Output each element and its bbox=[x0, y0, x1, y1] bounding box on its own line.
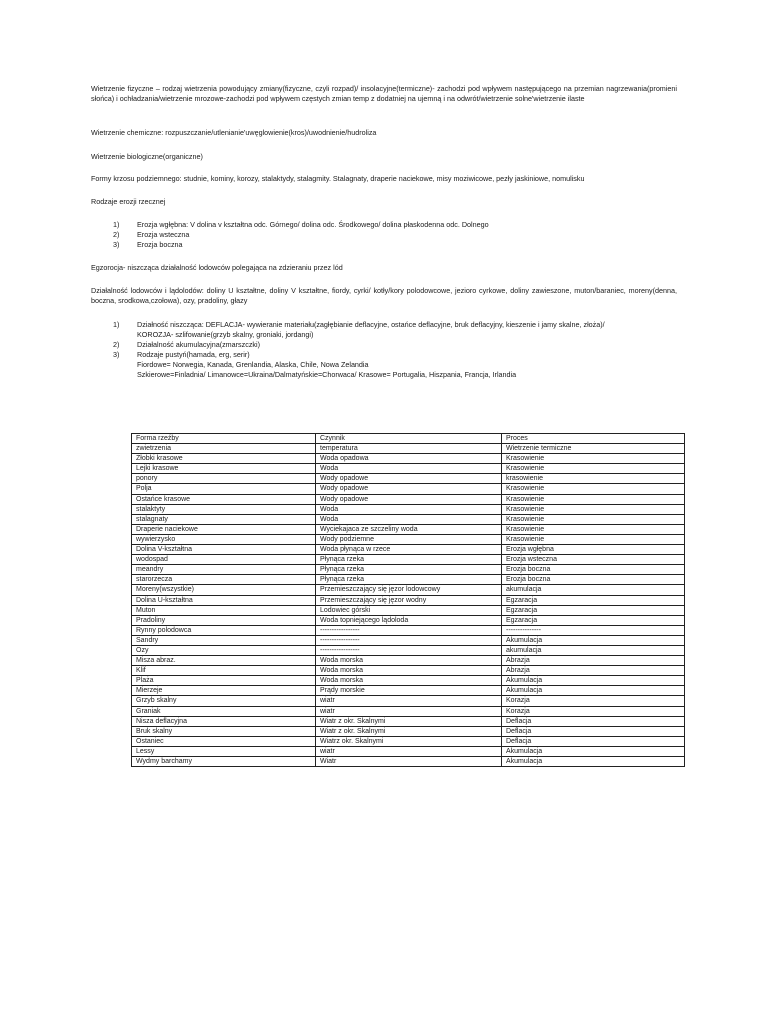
process-cell: Akumulacja bbox=[502, 635, 685, 645]
paragraph-karst-forms: Formy krzosu podziemnego: studnie, kominy, korozy, stalaktydy, stalagmity. Stalagnaty, draperie naciekowe, misy moziwicowe, pezły jaskiniowe, nomulisku bbox=[91, 174, 585, 183]
process-cell: Krasowienie bbox=[502, 504, 685, 514]
paragraph-chemical-weathering: Wietrzenie chemiczne: rozpuszczanie/utlenianie'uwęglowienie(kros)/uwodnienie/hudroliza bbox=[91, 128, 377, 137]
table-row bbox=[132, 534, 685, 544]
list-number: 3) bbox=[113, 350, 120, 359]
landform-cell: Graniak bbox=[132, 706, 316, 716]
paragraph-glacier-activity: Działalność lodowców i lądolodów: doliny U kształtne, doliny V kształtne, fiordy, cyrki/ kotły/kory polodowcowe, jezioro cyrkowe, doliny zawieszone, muton/baraniec, moreny(denna, boczna, srodkowa,czołowa), ozy, pradoliny, głazy bbox=[91, 286, 677, 305]
list-item bbox=[91, 220, 677, 230]
factor-cell: Woda morska bbox=[316, 656, 502, 666]
table-row bbox=[132, 757, 685, 767]
table-row bbox=[132, 666, 685, 676]
factor-cell: Woda bbox=[316, 504, 502, 514]
list-text: Działalność akumulacyjna(zmarszczki) bbox=[137, 340, 261, 349]
process-cell: Wietrzenie termiczne bbox=[502, 444, 685, 454]
coast-types-line-1: Fiordowe= Norwegia, Kanada, Grenlandia, Alaska, Chile, Nowa Zelandia bbox=[137, 360, 369, 369]
list-text: Rodzaje pustyń(hamada, erg, serir) bbox=[137, 350, 250, 359]
process-cell: Krasowienie bbox=[502, 514, 685, 524]
process-cell: Abrazja bbox=[502, 666, 685, 676]
landform-cell: Bruk skalny bbox=[132, 726, 316, 736]
process-cell: Abrazja bbox=[502, 656, 685, 666]
table-row bbox=[132, 595, 685, 605]
landform-cell: Grzyb skalny bbox=[132, 696, 316, 706]
table-row bbox=[132, 524, 685, 534]
factor-cell: Wiatrz okr. Skalnymi bbox=[316, 736, 502, 746]
table-row bbox=[132, 746, 685, 756]
table-row bbox=[132, 494, 685, 504]
factor-cell: wiatr bbox=[316, 706, 502, 716]
landform-cell: stalaktyty bbox=[132, 504, 316, 514]
factor-cell: ----------------- bbox=[316, 645, 502, 655]
factor-cell: Woda bbox=[316, 464, 502, 474]
table-row bbox=[132, 635, 685, 645]
landform-cell: Draperie naciekowe bbox=[132, 524, 316, 534]
factor-cell: Wiatr z okr. Skalnymi bbox=[316, 716, 502, 726]
list-text: Erozja wgłębna: V dolina v kształtna odc. Górnego/ dolina odc. Środkowego/ dolina płaskodenna odc. Dolnego bbox=[137, 220, 489, 229]
process-cell: Egzaracja bbox=[502, 595, 685, 605]
landform-cell: Dolina V-kształtna bbox=[132, 545, 316, 555]
factor-cell: Woda bbox=[316, 514, 502, 524]
process-cell: --------------- bbox=[502, 625, 685, 635]
process-cell: Krasowienie bbox=[502, 534, 685, 544]
landform-cell: Dolina U-kształtna bbox=[132, 595, 316, 605]
factor-cell: Płynąca rzeka bbox=[316, 565, 502, 575]
factor-cell: Wiatr bbox=[316, 757, 502, 767]
paragraph-glacial-erosion: Egzorocja- niszcząca działalność lodowców polegająca na zdzieraniu przez lód bbox=[91, 263, 343, 272]
landform-cell: Mierzeje bbox=[132, 686, 316, 696]
list-text: Erozja boczna bbox=[137, 240, 183, 249]
landform-cell: meandry bbox=[132, 565, 316, 575]
list-text: Działność niszcząca: DEFLACJA- wywieranie materiału(zagłębianie deflacyjne, ostańce deflacyjne, bruk deflacyjny, kieszenie i jamy skalne, złoża)/ bbox=[137, 320, 605, 329]
landform-cell: Pradoliny bbox=[132, 615, 316, 625]
process-cell: Krasowienie bbox=[502, 524, 685, 534]
list-text: Erozja wsteczna bbox=[137, 230, 190, 239]
process-cell: Krasowienie bbox=[502, 484, 685, 494]
factor-cell: Woda morska bbox=[316, 666, 502, 676]
list-number: 1) bbox=[113, 220, 120, 229]
table-row bbox=[132, 696, 685, 706]
river-erosion-list bbox=[91, 220, 677, 250]
landform-cell: Sandry bbox=[132, 635, 316, 645]
table-row bbox=[132, 514, 685, 524]
process-cell: Erozja boczna bbox=[502, 565, 685, 575]
table-row bbox=[132, 615, 685, 625]
table-row bbox=[132, 555, 685, 565]
landforms-table-body bbox=[132, 434, 685, 767]
table-row bbox=[132, 605, 685, 615]
factor-cell: Wody podziemne bbox=[316, 534, 502, 544]
factor-cell: Lodowiec górski bbox=[316, 605, 502, 615]
landform-cell: ponory bbox=[132, 474, 316, 484]
table-row bbox=[132, 474, 685, 484]
header-cell: Proces bbox=[502, 434, 685, 444]
table-row bbox=[132, 726, 685, 736]
factor-cell: Przemieszczający się jęzor wodny bbox=[316, 595, 502, 605]
table-row bbox=[132, 676, 685, 686]
process-cell: Erozja wsteczna bbox=[502, 555, 685, 565]
factor-cell: Płynąca rzeka bbox=[316, 555, 502, 565]
table-row bbox=[132, 706, 685, 716]
landform-cell: Rynny polodowca bbox=[132, 625, 316, 635]
table-row bbox=[132, 504, 685, 514]
table-row bbox=[132, 484, 685, 494]
header-cell: Forma rzeźby bbox=[132, 434, 316, 444]
process-cell: Akumulacja bbox=[502, 757, 685, 767]
landform-cell: wodospad bbox=[132, 555, 316, 565]
landform-cell: starorzecza bbox=[132, 575, 316, 585]
list-item bbox=[91, 320, 677, 340]
table-row bbox=[132, 585, 685, 595]
landform-cell: Lejki krasowe bbox=[132, 464, 316, 474]
landform-cell: stalagnaty bbox=[132, 514, 316, 524]
process-cell: Korazja bbox=[502, 706, 685, 716]
process-cell: Akumulacja bbox=[502, 686, 685, 696]
factor-cell: Prądy morskie bbox=[316, 686, 502, 696]
table-row bbox=[132, 716, 685, 726]
list-item bbox=[91, 340, 677, 350]
wind-activity-list bbox=[91, 320, 677, 380]
landform-cell: wywierzysko bbox=[132, 534, 316, 544]
landform-cell: Wydmy barchamy bbox=[132, 757, 316, 767]
factor-cell: temperatura bbox=[316, 444, 502, 454]
process-cell: Akumulacja bbox=[502, 746, 685, 756]
factor-cell: Woda płynąca w rzece bbox=[316, 545, 502, 555]
table-row bbox=[132, 625, 685, 635]
factor-cell: ----------------- bbox=[316, 635, 502, 645]
factor-cell: Wody opadowe bbox=[316, 494, 502, 504]
landform-cell: Ostańce krasowe bbox=[132, 494, 316, 504]
paragraph-physical-weathering: Wietrzenie fizyczne – rodzaj wietrzenia powodujący zmiany(fizyczne, czyli rozpad)/ insolacyjne(termiczne)- zachodzi pod wpływem następującego na przemian nagrzewania(promieni słońca) i ochładzania/wietrzenie mrozowe-zachodzi pod wpływem częstych zmian temp z dodatniej na ujemną i na odwrót/wietrzenie solne'wietrzenie ilaste bbox=[91, 84, 677, 103]
process-cell: Deflacja bbox=[502, 726, 685, 736]
factor-cell: wiatr bbox=[316, 746, 502, 756]
table-row bbox=[132, 545, 685, 555]
process-cell: Erozja wgłębna bbox=[502, 545, 685, 555]
landform-cell: Moreny(wszystkie) bbox=[132, 585, 316, 595]
list-number: 2) bbox=[113, 340, 120, 349]
table-row bbox=[132, 575, 685, 585]
process-cell: Egzaracja bbox=[502, 605, 685, 615]
landform-cell: Polja bbox=[132, 484, 316, 494]
table-row bbox=[132, 645, 685, 655]
landform-cell: Lessy bbox=[132, 746, 316, 756]
factor-cell: wiatr bbox=[316, 696, 502, 706]
factor-cell: Wiatr z okr. Skalnymi bbox=[316, 726, 502, 736]
header-cell: Czynnik bbox=[316, 434, 502, 444]
list-number: 3) bbox=[113, 240, 120, 249]
process-cell: Korazja bbox=[502, 696, 685, 706]
table-row bbox=[132, 686, 685, 696]
factor-cell: Wody opadowe bbox=[316, 484, 502, 494]
table-row bbox=[132, 736, 685, 746]
factor-cell: Wody opadowe bbox=[316, 474, 502, 484]
process-cell: Krasowienie bbox=[502, 464, 685, 474]
landform-cell: Misza abraz. bbox=[132, 656, 316, 666]
list-item bbox=[91, 230, 677, 240]
table-row bbox=[132, 565, 685, 575]
table-row bbox=[132, 454, 685, 464]
process-cell: krasowienie bbox=[502, 474, 685, 484]
table-row bbox=[132, 444, 685, 454]
process-cell: Deflacja bbox=[502, 716, 685, 726]
list-item bbox=[91, 350, 677, 360]
coast-types-line-2: Szkierowe=Finladnia/ Limanowce=Ukraina/Dalmatyńskie=Chorwaca/ Krasowe= Portugalia, Hiszpania, Francja, Irlandia bbox=[137, 370, 517, 379]
factor-cell: Woda morska bbox=[316, 676, 502, 686]
process-cell: Krasowienie bbox=[502, 494, 685, 504]
factor-cell: Wyciekajaca ze szczeliny woda bbox=[316, 524, 502, 534]
landforms-table bbox=[131, 433, 685, 767]
list-text-continued: KOROZJA- szlifowanie(grzyb skalny, groniaki, jordangi) bbox=[137, 330, 314, 339]
landform-cell: zwietrzenia bbox=[132, 444, 316, 454]
landform-cell: Żłobki krasowe bbox=[132, 454, 316, 464]
table-row bbox=[132, 464, 685, 474]
process-cell: Akumulacja bbox=[502, 676, 685, 686]
process-cell: Egzaracja bbox=[502, 615, 685, 625]
process-cell: Deflacja bbox=[502, 736, 685, 746]
factor-cell: ----------------- bbox=[316, 625, 502, 635]
paragraph-river-erosion-heading: Rodzaje erozji rzecznej bbox=[91, 197, 166, 206]
list-item bbox=[91, 240, 677, 250]
landform-cell: Plaża bbox=[132, 676, 316, 686]
factor-cell: Przemieszczający się jęzor lodowcowy bbox=[316, 585, 502, 595]
table-row bbox=[132, 656, 685, 666]
landform-cell: Ozy bbox=[132, 645, 316, 655]
list-number: 1) bbox=[113, 320, 120, 329]
paragraph-biological-weathering: Wietrzenie biologiczne(organiczne) bbox=[91, 152, 203, 161]
process-cell: akumulacja bbox=[502, 645, 685, 655]
landform-cell: Muton bbox=[132, 605, 316, 615]
list-number: 2) bbox=[113, 230, 120, 239]
landform-cell: Nisza deflacyjna bbox=[132, 716, 316, 726]
process-cell: akumulacja bbox=[502, 585, 685, 595]
factor-cell: Płynąca rzeka bbox=[316, 575, 502, 585]
landform-cell: Ostaniec bbox=[132, 736, 316, 746]
process-cell: Erozja boczna bbox=[502, 575, 685, 585]
process-cell: Krasowienie bbox=[502, 454, 685, 464]
factor-cell: Woda topniejącego lądoloda bbox=[316, 615, 502, 625]
landform-cell: Klif bbox=[132, 666, 316, 676]
table-header-row bbox=[132, 434, 685, 444]
factor-cell: Woda opadowa bbox=[316, 454, 502, 464]
